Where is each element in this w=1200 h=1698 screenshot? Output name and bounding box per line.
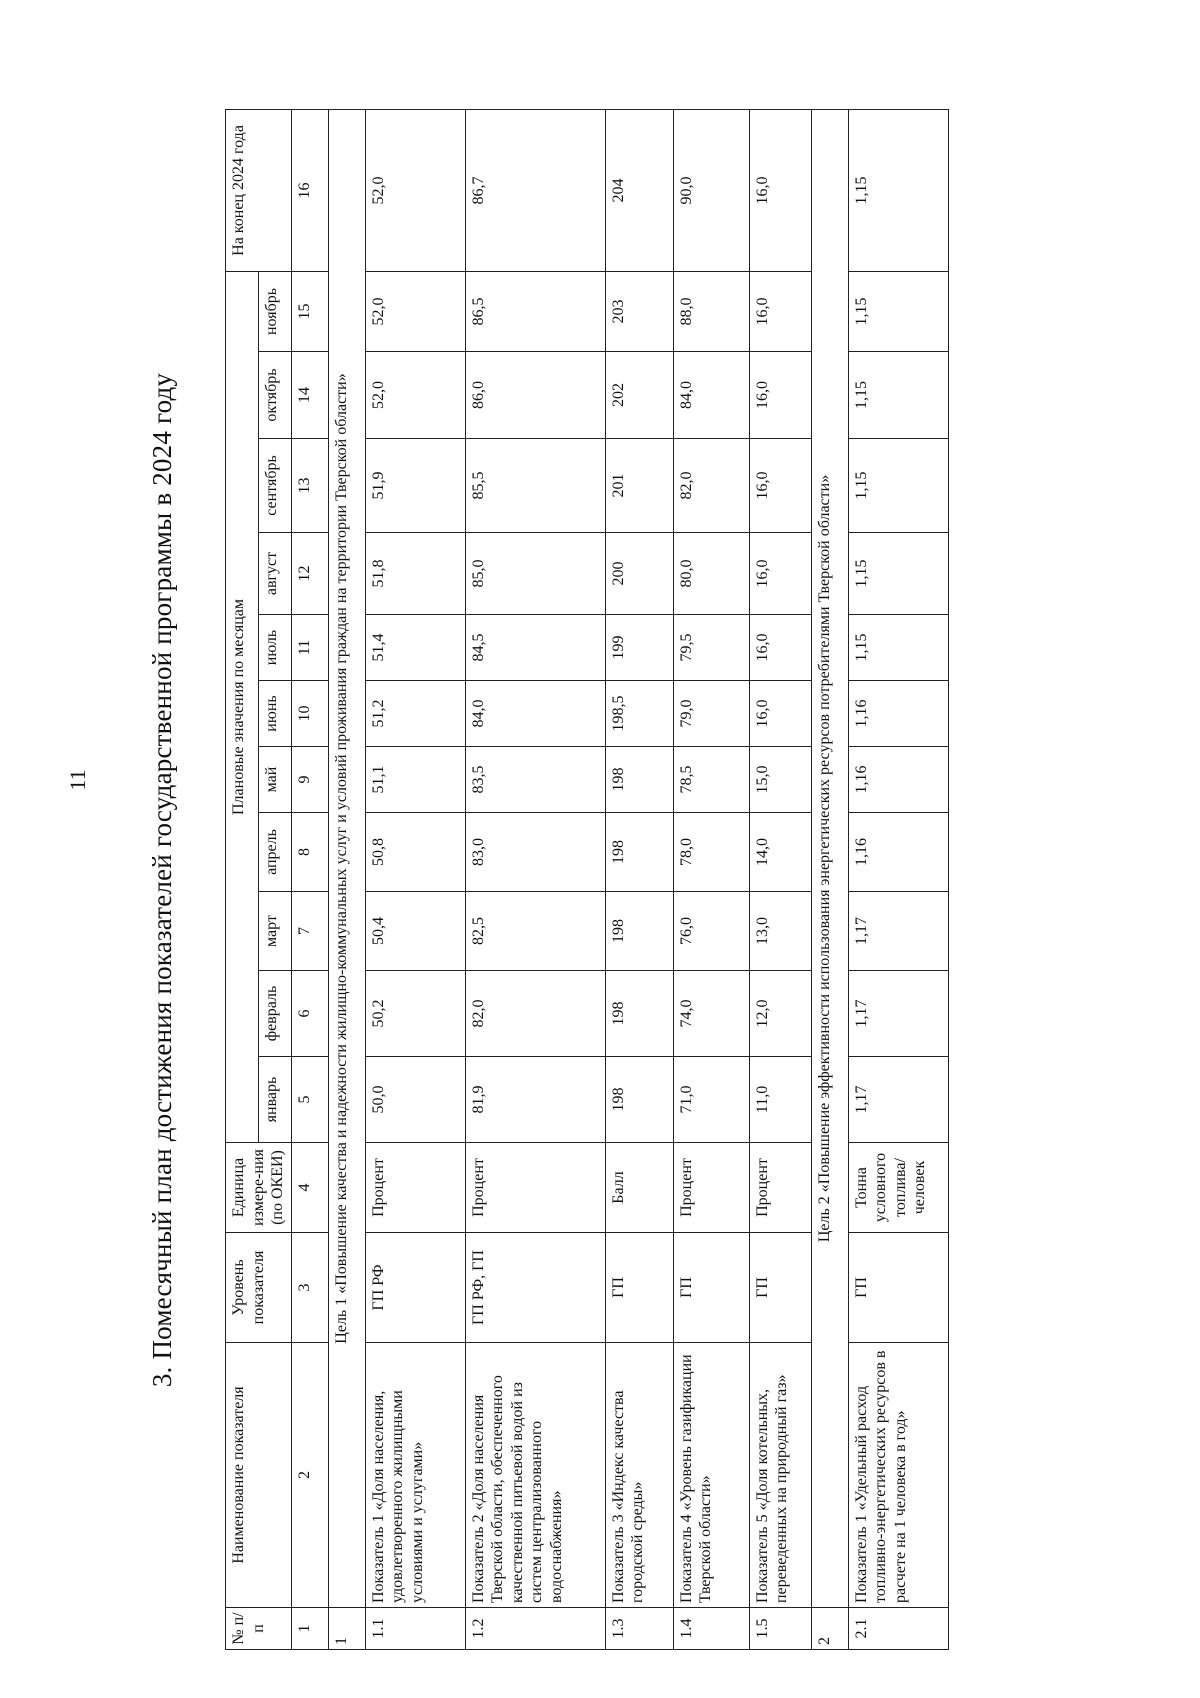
monthly-value: 85,0 <box>465 533 605 615</box>
column-number: 2 <box>291 1343 328 1608</box>
indicator-unit: Процент <box>749 1143 811 1233</box>
monthly-value: 198 <box>605 813 673 892</box>
header-month: март <box>258 892 291 971</box>
column-number: 14 <box>291 352 328 439</box>
indicator-number: 1.2 <box>465 1608 605 1650</box>
table-row <box>605 109 673 1649</box>
goal-title: Цель 1 «Повышение качества и надежности жилищно-коммунальных услуг и условий проживания граждан на территории Тверской области» <box>328 109 365 1607</box>
monthly-value: 198 <box>605 747 673 813</box>
monthly-value: 13,0 <box>749 892 811 971</box>
header-month: октябрь <box>258 352 291 439</box>
monthly-value: 85,5 <box>465 439 605 533</box>
monthly-value: 198 <box>605 892 673 971</box>
monthly-value: 88,0 <box>673 271 749 351</box>
end-of-year-value: 1,15 <box>848 109 948 271</box>
goal-row <box>811 109 848 1649</box>
indicator-number: 1.5 <box>749 1608 811 1650</box>
indicator-number: 1.4 <box>673 1608 749 1650</box>
indicator-unit: Тонна условного топлива/ человек <box>848 1143 948 1233</box>
goal-row <box>328 109 365 1649</box>
monthly-value: 51,8 <box>365 533 465 615</box>
column-number-row <box>291 109 328 1649</box>
monthly-value: 52,0 <box>365 271 465 351</box>
monthly-value: 200 <box>605 533 673 615</box>
monthly-value: 78,5 <box>673 747 749 813</box>
goal-number: 1 <box>328 1608 365 1650</box>
indicator-name: Показатель 5 «Доля котельных, переведенных на природный газ» <box>749 1343 811 1608</box>
monthly-value: 52,0 <box>365 352 465 439</box>
column-number: 8 <box>291 813 328 892</box>
header-month: февраль <box>258 971 291 1057</box>
monthly-value: 16,0 <box>749 271 811 351</box>
monthly-value: 86,0 <box>465 352 605 439</box>
monthly-value: 16,0 <box>749 352 811 439</box>
monthly-value: 50,0 <box>365 1057 465 1143</box>
indicator-unit: Процент <box>673 1143 749 1233</box>
end-of-year-value: 16,0 <box>749 109 811 271</box>
header-month: ноябрь <box>258 271 291 351</box>
monthly-value: 203 <box>605 271 673 351</box>
monthly-value: 15,0 <box>749 747 811 813</box>
column-number: 11 <box>291 615 328 681</box>
column-number: 3 <box>291 1233 328 1343</box>
header-month: июль <box>258 615 291 681</box>
monthly-value: 201 <box>605 439 673 533</box>
header-month: сентябрь <box>258 439 291 533</box>
goal-title: Цель 2 «Повышение эффективности использования энергетических ресурсов потребителями Тверской области» <box>811 109 848 1607</box>
monthly-value: 1,15 <box>848 439 948 533</box>
monthly-value: 1,16 <box>848 813 948 892</box>
end-of-year-value: 90,0 <box>673 109 749 271</box>
column-number: 1 <box>291 1608 328 1650</box>
monthly-value: 198 <box>605 1057 673 1143</box>
indicator-number: 1.1 <box>365 1608 465 1650</box>
header-month: май <box>258 747 291 813</box>
monthly-value: 80,0 <box>673 533 749 615</box>
monthly-value: 50,2 <box>365 971 465 1057</box>
monthly-value: 1,16 <box>848 747 948 813</box>
monthly-value: 82,5 <box>465 892 605 971</box>
column-number: 15 <box>291 271 328 351</box>
monthly-value: 83,5 <box>465 747 605 813</box>
header-month: июнь <box>258 681 291 747</box>
monthly-value: 51,2 <box>365 681 465 747</box>
indicator-name: Показатель 3 «Индекс качества городской среды» <box>605 1343 673 1608</box>
monthly-value: 198 <box>605 971 673 1057</box>
document-title: 3. Помесячный план достижения показателей государственной программы в 2024 году <box>147 372 177 1388</box>
table-body <box>291 109 811 1649</box>
indicator-name: Показатель 1 «Удельный расход топливно-энергетических ресурсов в расчете на 1 человека в год» <box>848 1343 948 1608</box>
monthly-value: 16,0 <box>749 533 811 615</box>
table-row <box>465 109 605 1649</box>
monthly-value: 79,5 <box>673 615 749 681</box>
monthly-value: 79,0 <box>673 681 749 747</box>
monthly-value: 86,5 <box>465 271 605 351</box>
indicator-name: Показатель 1 «Доля населения, удовлетворенного жилищными условиями и услугами» <box>365 1343 465 1608</box>
column-number: 13 <box>291 439 328 533</box>
monthly-value: 51,4 <box>365 615 465 681</box>
table-row <box>365 109 465 1649</box>
header-month: апрель <box>258 813 291 892</box>
header-month: январь <box>258 1057 291 1143</box>
monthly-value: 16,0 <box>749 615 811 681</box>
column-number: 16 <box>291 109 328 271</box>
monthly-value: 84,0 <box>465 681 605 747</box>
indicator-name: Показатель 2 «Доля населения Тверской области, обеспеченного качественной питьевой водой из систем централизованного водоснабжения» <box>465 1343 605 1608</box>
monthly-value: 84,5 <box>465 615 605 681</box>
column-number: 6 <box>291 971 328 1057</box>
monthly-value: 50,8 <box>365 813 465 892</box>
monthly-value: 50,4 <box>365 892 465 971</box>
end-of-year-value: 86,7 <box>465 109 605 271</box>
monthly-value: 71,0 <box>673 1057 749 1143</box>
monthly-value: 51,1 <box>365 747 465 813</box>
table-row <box>673 109 749 1649</box>
header-end-of-year: На конец 2024 года <box>226 109 292 271</box>
indicator-level: ГП РФ <box>365 1233 465 1343</box>
monthly-value: 82,0 <box>465 971 605 1057</box>
monthly-value: 16,0 <box>749 439 811 533</box>
indicator-level: ГП <box>749 1233 811 1343</box>
page-number: 11 <box>65 769 90 791</box>
indicator-unit: Процент <box>465 1143 605 1233</box>
header-row-top <box>226 109 259 1649</box>
monthly-value: 1,17 <box>848 971 948 1057</box>
column-number: 7 <box>291 892 328 971</box>
monthly-value: 11,0 <box>749 1057 811 1143</box>
table-row <box>848 109 948 1649</box>
indicator-level: ГП <box>673 1233 749 1343</box>
header-level: Уровень показателя <box>226 1233 292 1343</box>
column-number: 9 <box>291 747 328 813</box>
indicator-name: Показатель 4 «Уровень газификации Тверской области» <box>673 1343 749 1608</box>
end-of-year-value: 52,0 <box>365 109 465 271</box>
monthly-value: 202 <box>605 352 673 439</box>
column-number: 5 <box>291 1057 328 1143</box>
monthly-value: 1,17 <box>848 892 948 971</box>
header-unit: Единица измере-ния (по ОКЕИ) <box>226 1143 292 1233</box>
monthly-value: 14,0 <box>749 813 811 892</box>
header-planned-values: Плановые значения по месяцам <box>226 271 259 1142</box>
table-row <box>749 109 811 1649</box>
monthly-value: 12,0 <box>749 971 811 1057</box>
monthly-value: 78,0 <box>673 813 749 892</box>
indicator-level: ГП РФ, ГП <box>465 1233 605 1343</box>
monthly-value: 83,0 <box>465 813 605 892</box>
indicator-number: 2.1 <box>848 1608 948 1650</box>
monthly-value: 51,9 <box>365 439 465 533</box>
monthly-value: 1,17 <box>848 1057 948 1143</box>
monthly-value: 199 <box>605 615 673 681</box>
column-number: 4 <box>291 1143 328 1233</box>
indicator-unit: Балл <box>605 1143 673 1233</box>
indicator-level: ГП <box>848 1233 948 1343</box>
monthly-value: 74,0 <box>673 971 749 1057</box>
monthly-plan-table <box>225 109 949 1650</box>
goal-number: 2 <box>811 1608 848 1650</box>
monthly-value: 16,0 <box>749 681 811 747</box>
end-of-year-value: 204 <box>605 109 673 271</box>
monthly-value: 84,0 <box>673 352 749 439</box>
monthly-value: 1,16 <box>848 681 948 747</box>
indicator-level: ГП <box>605 1233 673 1343</box>
indicator-number: 1.3 <box>605 1608 673 1650</box>
header-month: август <box>258 533 291 615</box>
header-name: Наименование показателя <box>226 1343 292 1608</box>
table-body-goal-2 <box>811 109 948 1649</box>
monthly-value: 76,0 <box>673 892 749 971</box>
header-num: № п/п <box>226 1608 292 1650</box>
column-number: 12 <box>291 533 328 615</box>
monthly-value: 1,15 <box>848 533 948 615</box>
monthly-value: 1,15 <box>848 352 948 439</box>
monthly-value: 82,0 <box>673 439 749 533</box>
monthly-value: 1,15 <box>848 615 948 681</box>
indicator-unit: Процент <box>365 1143 465 1233</box>
monthly-value: 198,5 <box>605 681 673 747</box>
monthly-value: 81,9 <box>465 1057 605 1143</box>
monthly-value: 1,15 <box>848 271 948 351</box>
document-sheet <box>65 110 1195 1650</box>
column-number: 10 <box>291 681 328 747</box>
